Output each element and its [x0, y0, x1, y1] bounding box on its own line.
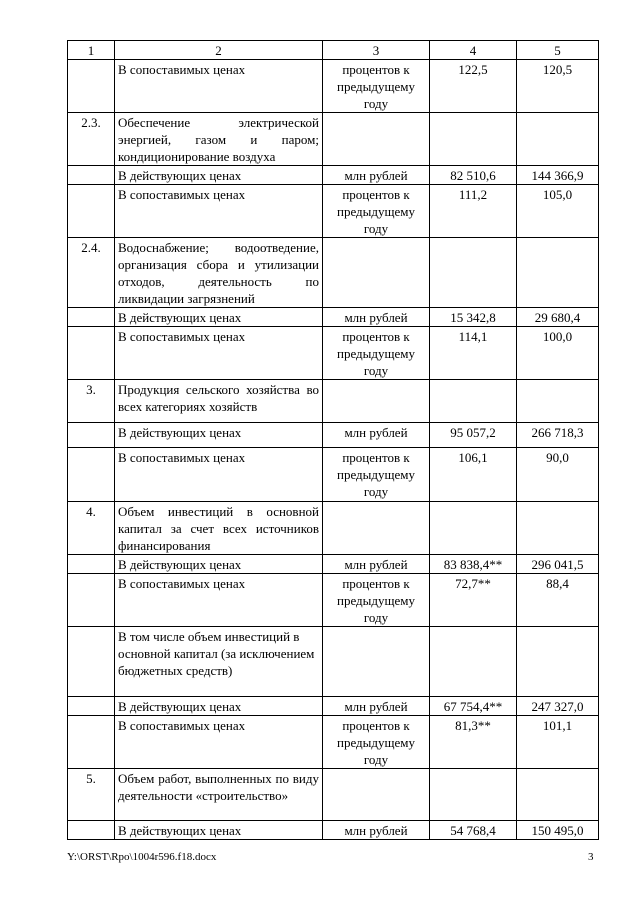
row-number — [68, 327, 115, 380]
row-value-col4: 83 838,4** — [430, 555, 517, 574]
row-number: 5. — [68, 769, 115, 821]
row-value-col4: 122,5 — [430, 60, 517, 113]
table-row — [68, 821, 599, 840]
row-number: 2.4. — [68, 238, 115, 308]
row-value-col5 — [517, 627, 599, 697]
table-row — [68, 380, 599, 423]
row-value-col5: 29 680,4 — [517, 308, 599, 327]
row-number — [68, 574, 115, 627]
row-value-col4 — [430, 380, 517, 423]
footer-page-number: 3 — [588, 851, 594, 863]
row-name: В сопоставимых ценах — [115, 574, 323, 627]
row-value-col4 — [430, 238, 517, 308]
row-unit — [323, 238, 430, 308]
row-value-col4: 54 768,4 — [430, 821, 517, 840]
row-value-col4: 67 754,4** — [430, 697, 517, 716]
table-row — [68, 555, 599, 574]
row-number — [68, 555, 115, 574]
row-value-col4: 82 510,6 — [430, 166, 517, 185]
row-unit: млн рублей — [323, 697, 430, 716]
row-value-col4 — [430, 502, 517, 555]
row-unit: млн рублей — [323, 308, 430, 327]
row-name: В действующих ценах — [115, 423, 323, 448]
row-unit — [323, 502, 430, 555]
row-value-col5 — [517, 380, 599, 423]
header-cell-1: 1 — [68, 41, 115, 60]
row-value-col4: 114,1 — [430, 327, 517, 380]
row-value-col5: 105,0 — [517, 185, 599, 238]
row-unit: процентов к предыдущему году — [323, 716, 430, 769]
row-unit: процентов к предыдущему году — [323, 327, 430, 380]
header-cell-5: 5 — [517, 41, 599, 60]
row-value-col4: 81,3** — [430, 716, 517, 769]
row-name: Объем инвестиций в основной капитал за счет всех источников финансирования — [115, 502, 323, 555]
row-value-col5 — [517, 769, 599, 821]
row-value-col5: 144 366,9 — [517, 166, 599, 185]
row-unit: млн рублей — [323, 821, 430, 840]
table-row — [68, 308, 599, 327]
row-name: Объем работ, выполненных по виду деятельности «строительство» — [115, 769, 323, 821]
row-value-col5 — [517, 113, 599, 166]
table-row — [68, 60, 599, 113]
row-value-col4: 111,2 — [430, 185, 517, 238]
row-name: В том числе объем инвестиций в основной капитал (за исключением бюджетных средств) — [115, 627, 323, 697]
row-name: В сопоставимых ценах — [115, 716, 323, 769]
row-value-col5 — [517, 502, 599, 555]
row-number — [68, 716, 115, 769]
row-unit — [323, 627, 430, 697]
row-value-col5: 120,5 — [517, 60, 599, 113]
row-unit: процентов к предыдущему году — [323, 60, 430, 113]
row-number: 4. — [68, 502, 115, 555]
row-unit: млн рублей — [323, 423, 430, 448]
row-number — [68, 697, 115, 716]
table-row — [68, 697, 599, 716]
table-row — [68, 769, 599, 821]
row-unit: процентов к предыдущему году — [323, 574, 430, 627]
row-number — [68, 60, 115, 113]
row-value-col5: 266 718,3 — [517, 423, 599, 448]
table-row — [68, 448, 599, 502]
row-name: В сопоставимых ценах — [115, 60, 323, 113]
row-value-col5: 101,1 — [517, 716, 599, 769]
table-row — [68, 185, 599, 238]
row-name: В сопоставимых ценах — [115, 185, 323, 238]
row-number — [68, 185, 115, 238]
table-row — [68, 716, 599, 769]
header-cell-4: 4 — [430, 41, 517, 60]
table-row — [68, 166, 599, 185]
row-name: В сопоставимых ценах — [115, 448, 323, 502]
row-value-col5: 247 327,0 — [517, 697, 599, 716]
row-number — [68, 166, 115, 185]
row-name: В действующих ценах — [115, 166, 323, 185]
row-unit — [323, 769, 430, 821]
row-name: В действующих ценах — [115, 308, 323, 327]
row-value-col4 — [430, 113, 517, 166]
table-row — [68, 238, 599, 308]
row-number: 3. — [68, 380, 115, 423]
row-number — [68, 627, 115, 697]
table-row — [68, 327, 599, 380]
row-number: 2.3. — [68, 113, 115, 166]
row-number — [68, 423, 115, 448]
row-unit: млн рублей — [323, 166, 430, 185]
footer-file-path: Y:\ORST\Rpo\1004r596.f18.docx — [67, 851, 217, 863]
row-value-col5 — [517, 238, 599, 308]
row-number — [68, 308, 115, 327]
row-value-col5: 150 495,0 — [517, 821, 599, 840]
row-value-col4: 72,7** — [430, 574, 517, 627]
row-name: Обеспечение электрической энергией, газом и паром; кондиционирование воздуха — [115, 113, 323, 166]
row-name: В действующих ценах — [115, 697, 323, 716]
row-value-col5: 296 041,5 — [517, 555, 599, 574]
table-row — [68, 423, 599, 448]
row-value-col4: 95 057,2 — [430, 423, 517, 448]
table-row — [68, 502, 599, 555]
row-value-col5: 100,0 — [517, 327, 599, 380]
table-row — [68, 627, 599, 697]
row-unit: процентов к предыдущему году — [323, 185, 430, 238]
row-name: В сопоставимых ценах — [115, 327, 323, 380]
table-row — [68, 113, 599, 166]
header-cell-2: 2 — [115, 41, 323, 60]
row-value-col4: 15 342,8 — [430, 308, 517, 327]
table-row — [68, 574, 599, 627]
row-name: В действующих ценах — [115, 555, 323, 574]
indicators-table — [67, 40, 599, 840]
row-name: В действующих ценах — [115, 821, 323, 840]
row-name: Водоснабжение; водоотведение, организация сбора и утилизации отходов, деятельность по ликвидации загрязнений — [115, 238, 323, 308]
row-unit: процентов к предыдущему году — [323, 448, 430, 502]
row-value-col5: 88,4 — [517, 574, 599, 627]
row-name: Продукция сельского хозяйства во всех категориях хозяйств — [115, 380, 323, 423]
row-number — [68, 821, 115, 840]
row-unit — [323, 380, 430, 423]
row-value-col4 — [430, 769, 517, 821]
row-value-col4 — [430, 627, 517, 697]
row-unit: млн рублей — [323, 555, 430, 574]
row-unit — [323, 113, 430, 166]
table-header-row — [68, 41, 599, 60]
row-value-col4: 106,1 — [430, 448, 517, 502]
header-cell-3: 3 — [323, 41, 430, 60]
row-value-col5: 90,0 — [517, 448, 599, 502]
row-number — [68, 448, 115, 502]
